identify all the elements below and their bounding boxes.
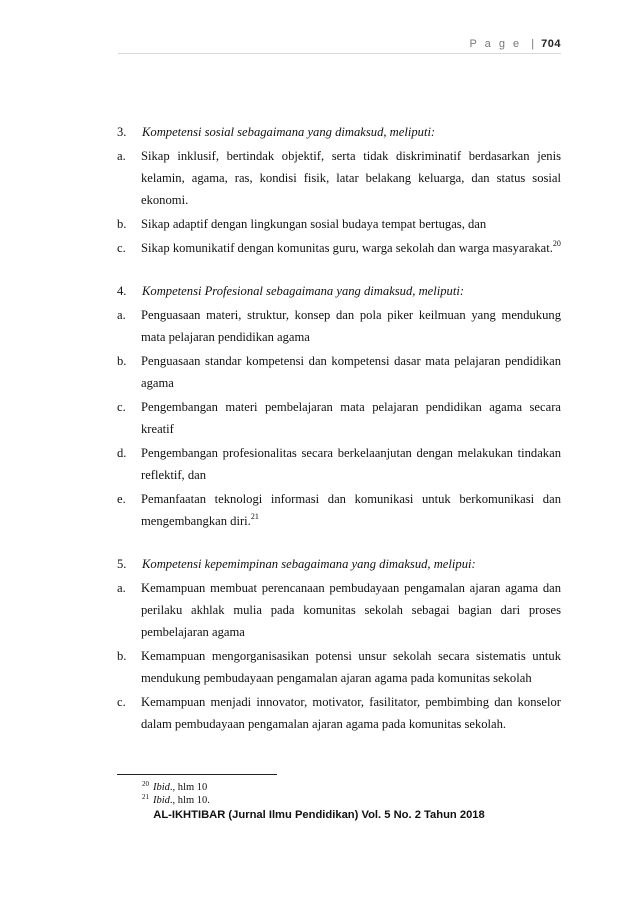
list-item-label: e. [117,492,126,506]
footnotes [142,781,210,807]
list-item-text: Pengembangan profesionalitas secara berkelaanjutan dengan melakukan tindakan reflektif, dan [141,446,561,482]
list-item-label: a. [117,581,126,595]
footnote-ref: 21 [250,512,259,521]
list-item-text: Kemampuan mengorganisasikan potensi unsur sekolah secara sistematis untuk mendukung pembudayaan pengamalan ajaran agama pada komunitas sekolah [141,649,561,685]
list-item-label: c. [117,695,126,709]
section-title: Kompetensi Profesional sebagaimana yang dimaksud, meliputi: [142,284,465,298]
list-item-label: a. [117,149,126,163]
list-item [117,350,561,394]
list-item [117,304,561,348]
list-item [117,645,561,689]
body-text [117,121,561,735]
list-item-text: Sikap inklusif, bertindak objektif, serta tidak diskriminatif berdasarkan jenis kelamin, agama, ras, kondisi fisik, latar belakang keluarga, dan status sosial ekonomi. [141,149,561,207]
list-item-label: b. [117,354,127,368]
footnote-ref: 20 [552,239,561,248]
section-number: 5. [117,557,127,571]
page-label: P a g e [469,38,522,50]
list-item-text: Penguasaan standar kompetensi dan kompetensi dasar mata pelajaran pendidikan agama [141,354,561,390]
list-item-text: Pengembangan materi pembelajaran mata pelajaran pendidikan agama secara kreatif [141,400,561,436]
section-title: Kompetensi kepemimpinan sebagaimana yang dimaksud, melipui: [142,557,476,571]
footnote-text: ., hlm 10 [169,782,208,793]
list-item [117,488,561,532]
list-item-label: a. [117,308,126,322]
header-rule [118,53,561,54]
section-heading [117,121,561,143]
section-title: Kompetensi sosial sebagaimana yang dimaksud, meliputi: [142,125,436,139]
section-number: 3. [117,125,127,139]
footnote-number: 21 [142,793,149,801]
list-item-text: Pemanfaatan teknologi informasi dan komunikasi untuk berkomunikasi dan mengembangkan diri. [141,492,561,528]
list-item-text: Kemampuan membuat perencanaan pembudayaan pengamalan ajaran agama dan perilaku akhlak mulia pada komunitas sekolah sebagai bagian dari proses pembelajaran agama [141,581,561,639]
list-item [117,396,561,440]
list-item [117,237,561,259]
footnote-number: 20 [142,780,149,788]
list-item-text: Sikap komunikatif dengan komunitas guru, warga sekolah dan warga masyarakat. [141,241,553,255]
list-item-label: c. [117,241,126,255]
list-item-label: b. [117,217,127,231]
list-item-text: Penguasaan materi, struktur, konsep dan pola piker keilmuan yang mendukung mata pelajaran pendidikan agama [141,308,561,344]
section-heading [117,553,561,575]
list-item [117,145,561,211]
footnote-ref-text: Ibid [153,782,170,793]
list-item [117,577,561,643]
journal-footer: AL-IKHTIBAR (Jurnal Ilmu Pendidikan) Vol. 5 No. 2 Tahun 2018 [153,809,485,821]
section-number: 4. [117,284,127,298]
page-header [469,38,561,50]
list-item-text: Kemampuan menjadi innovator, motivator, fasilitator, pembimbing dan konselor dalam pembudayaan pengamalan ajaran agama pada komunitas sekolah. [141,695,561,731]
list-item [117,442,561,486]
list-item-label: b. [117,649,127,663]
page-separator: | [531,38,535,50]
footnote-text: ., hlm 10. [169,795,210,806]
page-number: 704 [541,38,561,50]
list-item-label: c. [117,400,126,414]
list-item-text: Sikap adaptif dengan lingkungan sosial budaya tempat bertugas, dan [141,217,487,231]
footnote-ref-text: Ibid [153,795,170,806]
footnote [142,794,210,807]
list-item-label: d. [117,446,127,460]
footnote-separator [117,774,277,775]
footnote [142,781,210,794]
list-item [117,691,561,735]
section-heading [117,280,561,302]
list-item [117,213,561,235]
